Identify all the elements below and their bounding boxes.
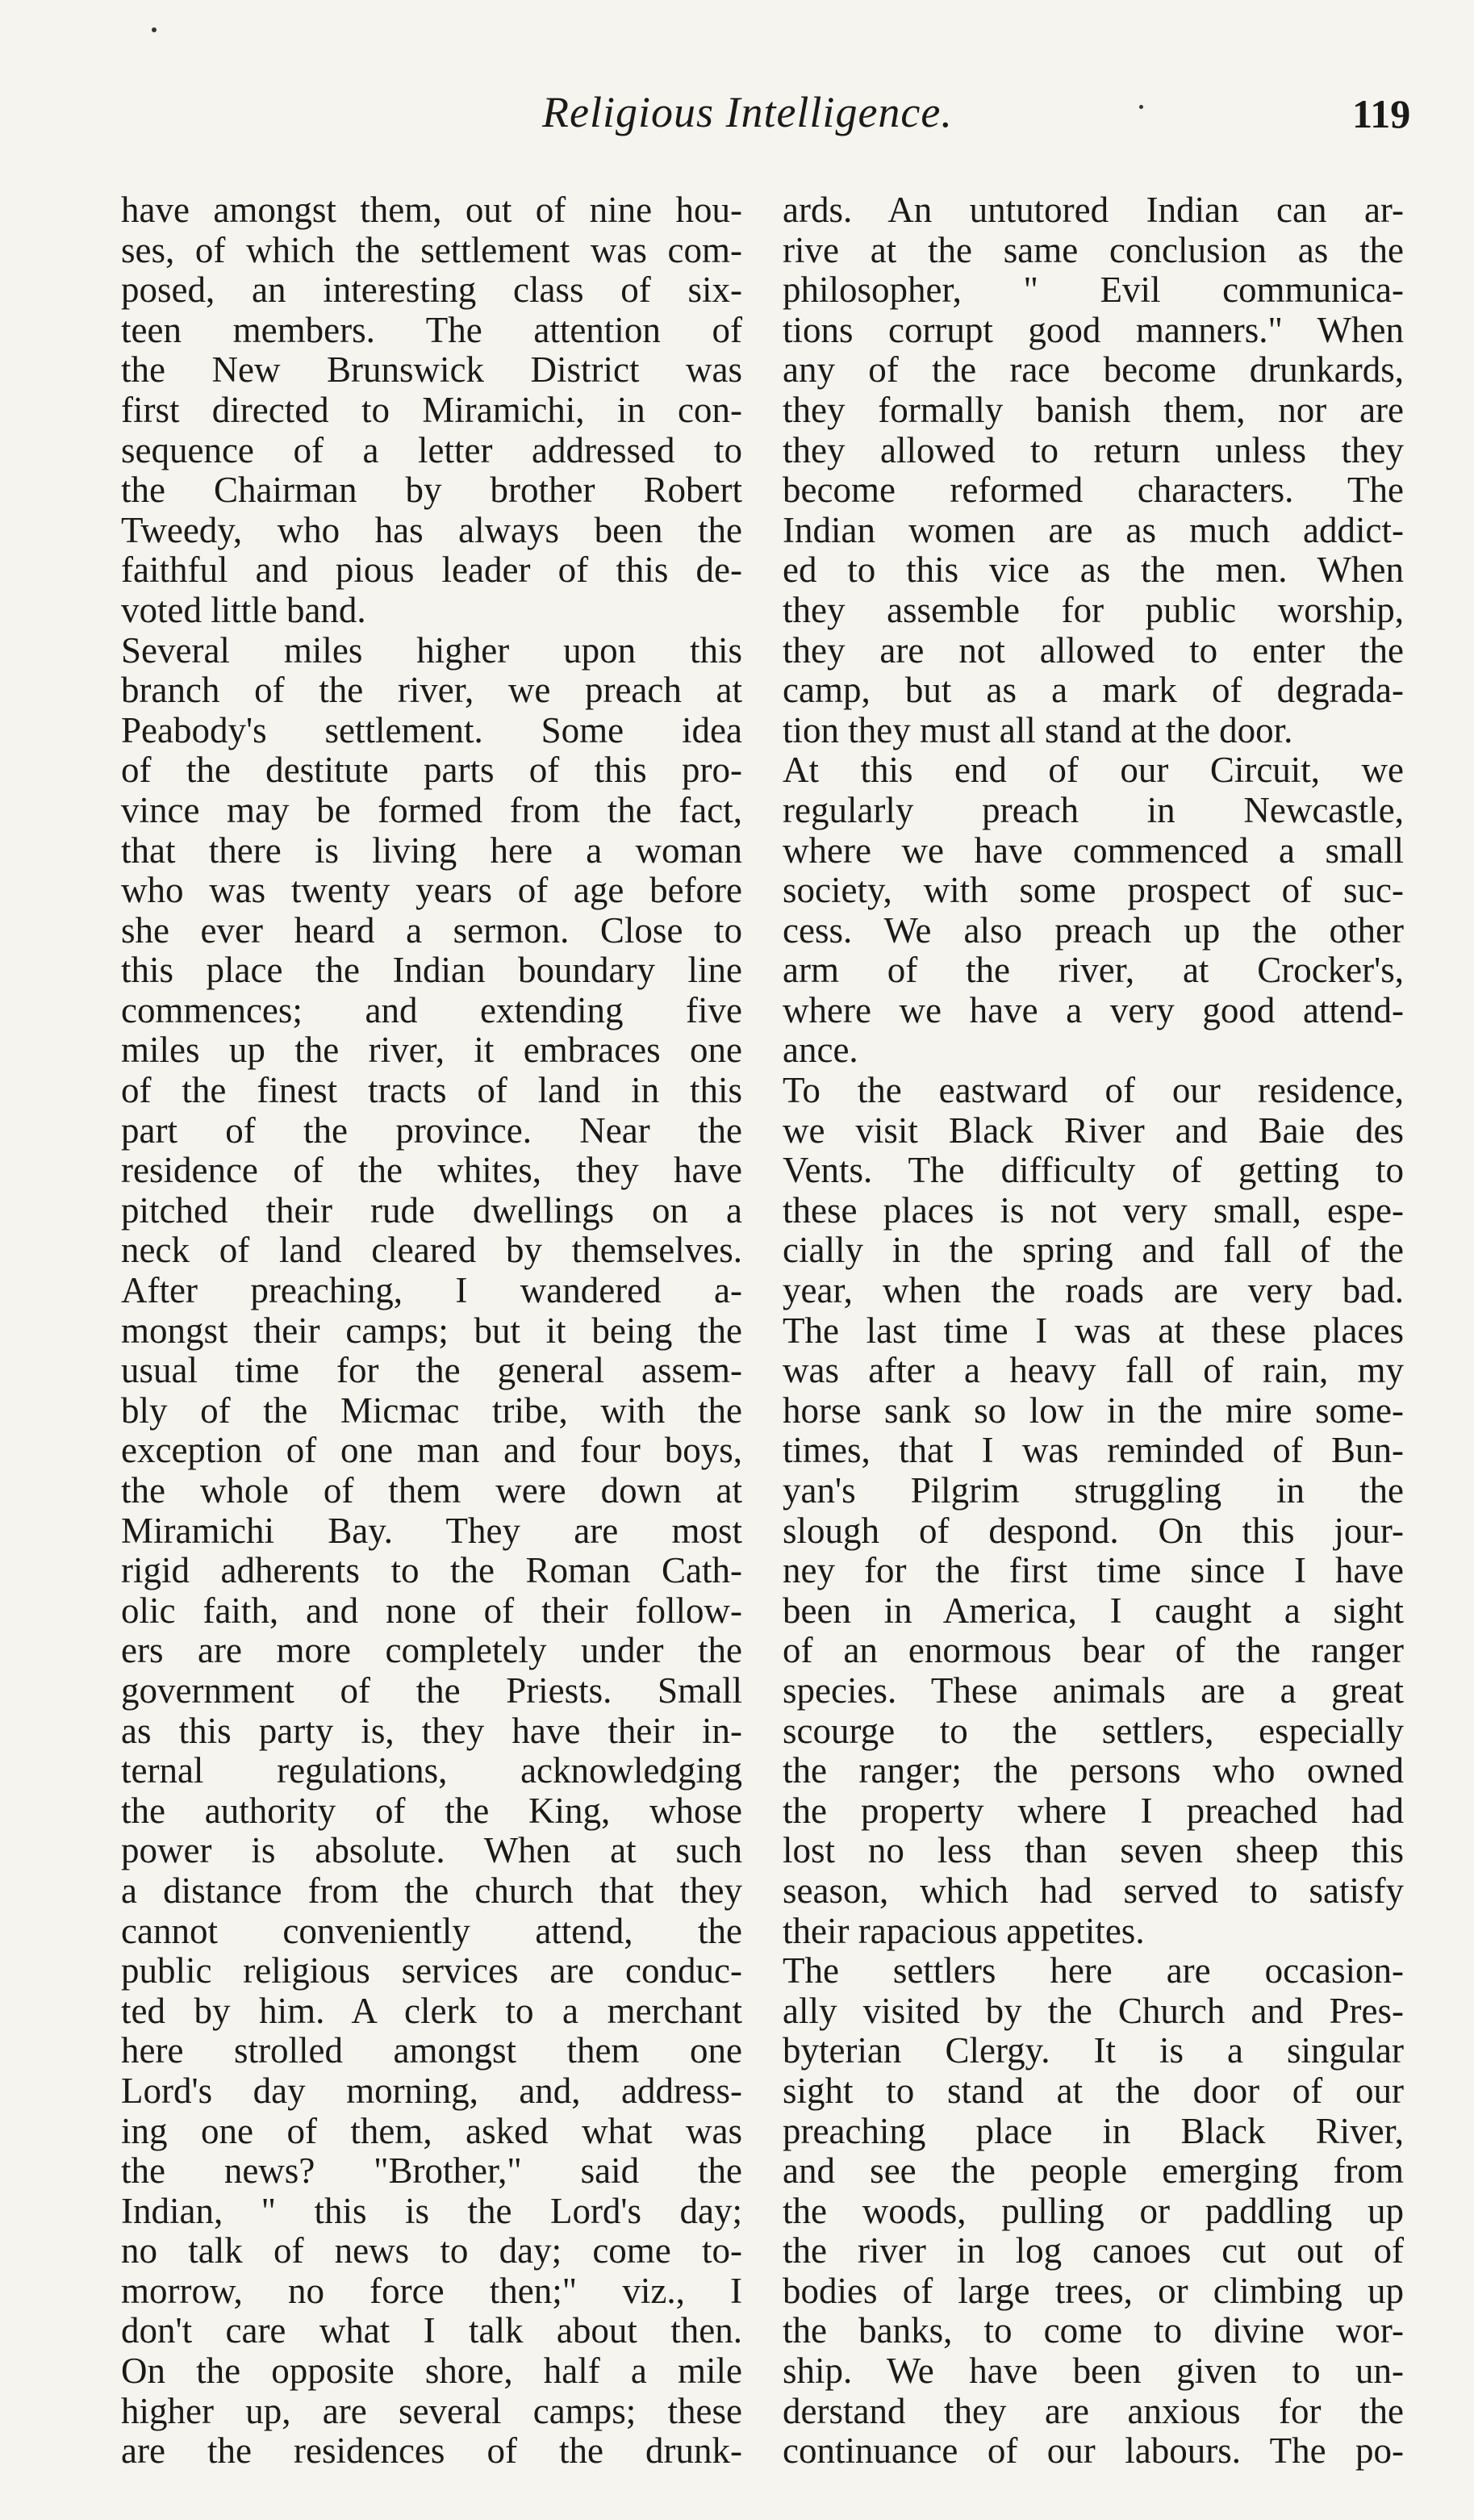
text-line: ing one of them, asked what was [121,2111,742,2151]
text-line: first directed to Miramichi, in con- [121,390,742,430]
text-line: ternal regulations, acknowledging [121,1751,742,1791]
text-line: here strolled amongst them one [121,2031,742,2071]
text-line: After preaching, I wandered a- [121,1271,742,1311]
text-line: no talk of news to day; come to- [121,2231,742,2271]
text-line: they allowed to return unless they [783,430,1404,470]
text-line: preaching place in Black River, [783,2111,1404,2151]
text-line: as this party is, they have their in- [121,1711,742,1751]
text-line: pitched their rude dwellings on a [121,1190,742,1231]
text-line: higher up, are several camps; these [121,2391,742,2431]
text-line: scourge to the settlers, especially [783,1711,1404,1751]
text-line: horse sank so low in the mire some- [783,1390,1404,1431]
text-line: branch of the river, we preach at [121,671,742,711]
text-line: of the finest tracts of land in this [121,1071,742,1111]
text-line: derstand they are anxious for the [783,2391,1404,2431]
text-line: tions corrupt good manners." When [783,310,1404,350]
text-line: public religious services are conduc- [121,1951,742,1991]
text-line: they assemble for public worship, [783,590,1404,630]
text-line: was after a heavy fall of rain, my [783,1351,1404,1391]
text-line: she ever heard a sermon. Close to [121,910,742,951]
text-line: To the eastward of our residence, [783,1071,1404,1111]
text-line: At this end of our Circuit, we [783,750,1404,791]
text-line: continuance of our labours. The po- [783,2431,1404,2472]
text-line: philosopher, " Evil communica- [783,270,1404,311]
text-line: Indian women are as much addict- [783,510,1404,550]
text-line: these places is not very small, espe- [783,1190,1404,1231]
text-line: the banks, to come to divine wor- [783,2311,1404,2351]
text-line: have amongst them, out of nine hou- [121,190,742,230]
text-line: ship. We have been given to un- [783,2351,1404,2392]
text-line: bodies of large trees, or climbing up [783,2271,1404,2311]
text-line: ally visited by the Church and Pres- [783,1991,1404,2031]
text-line: of the destitute parts of this pro- [121,750,742,791]
text-line: the New Brunswick District was [121,350,742,391]
text-line: The settlers here are occasion- [783,1951,1404,1991]
text-line: where we have commenced a small [783,830,1404,871]
text-line: olic faith, and none of their follow- [121,1590,742,1631]
text-line: faithful and pious leader of this de- [121,550,742,591]
text-line: arm of the river, at Crocker's, [783,951,1404,991]
text-line: any of the race become drunkards, [783,350,1404,391]
page-number: 119 [1352,91,1411,136]
text-line: the authority of the King, whose [121,1791,742,1831]
text-line: year, when the roads are very bad. [783,1271,1404,1311]
text-line: miles up the river, it embraces one [121,1030,742,1071]
text-line: that there is living here a woman [121,830,742,871]
running-title: Religious Intelligence. [542,88,953,136]
text-line: Indian, " this is the Lord's day; [121,2191,742,2231]
text-line: cially in the spring and fall of the [783,1231,1404,1271]
text-line: ers are more completely under the [121,1631,742,1671]
text-line: they formally banish them, nor are [783,390,1404,430]
text-column-right [783,190,1404,2472]
text-line: commences; and extending five [121,990,742,1030]
text-line: Lord's day morning, and, address- [121,2071,742,2111]
text-line: part of the province. Near the [121,1110,742,1151]
text-line: slough of despond. On this jour- [783,1511,1404,1551]
text-line: ed to this vice as the men. When [783,550,1404,591]
text-line: we visit Black River and Baie des [783,1110,1404,1151]
text-line: exception of one man and four boys, [121,1431,742,1471]
text-line: yan's Pilgrim struggling in the [783,1471,1404,1511]
text-line: cess. We also preach up the other [783,910,1404,951]
text-line: the woods, pulling or paddling up [783,2191,1404,2231]
text-line: their rapacious appetites. [783,1911,1145,1951]
text-line: neck of land cleared by themselves. [121,1231,742,1271]
text-line: ards. An untutored Indian can ar- [783,190,1404,230]
text-line: ance. [783,1030,858,1071]
text-line: who was twenty years of age before [121,871,742,911]
text-line: the Chairman by brother Robert [121,470,742,511]
text-line: regularly preach in Newcastle, [783,790,1404,830]
text-line: lost no less than seven sheep this [783,1831,1404,1871]
text-line: rive at the same conclusion as the [783,230,1404,270]
text-line: are the residences of the drunk- [121,2431,742,2472]
text-line: become reformed characters. The [783,470,1404,511]
text-line: mongst their camps; but it being the [121,1310,742,1351]
text-line: season, which had served to satisfy [783,1870,1404,1911]
text-line: Vents. The difficulty of getting to [783,1151,1404,1191]
text-line: ses, of which the settlement was com- [121,230,742,270]
text-line: the news? "Brother," said the [121,2151,742,2192]
text-line: vince may be formed from the fact, [121,790,742,830]
text-line: species. These animals are a great [783,1670,1404,1711]
text-line: Tweedy, who has always been the [121,510,742,550]
text-line: times, that I was reminded of Bun- [783,1431,1404,1471]
text-line: sequence of a letter addressed to [121,430,742,470]
text-line: this place the Indian boundary line [121,951,742,991]
text-line: sight to stand at the door of our [783,2071,1404,2111]
running-header [0,87,1474,144]
text-line: ted by him. A clerk to a merchant [121,1991,742,2031]
text-line: camp, but as a mark of degrada- [783,671,1404,711]
text-line: Peabody's settlement. Some idea [121,710,742,750]
text-line: the whole of them were down at [121,1471,742,1511]
text-line: been in America, I caught a sight [783,1590,1404,1631]
text-line: morrow, no force then;" viz., I [121,2271,742,2311]
text-line: bly of the Micmac tribe, with the [121,1390,742,1431]
text-line: residence of the whites, they have [121,1151,742,1191]
text-line: ney for the first time since I have [783,1551,1404,1591]
text-line: government of the Priests. Small [121,1670,742,1711]
text-line: power is absolute. When at such [121,1831,742,1871]
text-line: society, with some prospect of suc- [783,871,1404,911]
text-line: the ranger; the persons who owned [783,1751,1404,1791]
text-line: where we have a very good attend- [783,990,1404,1030]
text-line: The last time I was at these places [783,1310,1404,1351]
text-line: cannot conveniently attend, the [121,1911,742,1951]
text-line: Miramichi Bay. They are most [121,1511,742,1551]
text-line: the river in log canoes cut out of [783,2231,1404,2271]
text-line: the property where I preached had [783,1791,1404,1831]
text-line: they are not allowed to enter the [783,630,1404,671]
text-line: don't care what I talk about then. [121,2311,742,2351]
text-line: On the opposite shore, half a mile [121,2351,742,2392]
text-column-left [121,190,742,2472]
text-line: and see the people emerging from [783,2151,1404,2192]
text-line: Several miles higher upon this [121,630,742,671]
text-line: voted little band. [121,590,366,630]
text-line: of an enormous bear of the ranger [783,1631,1404,1671]
text-line: posed, an interesting class of six- [121,270,742,311]
text-line: teen members. The attention of [121,310,742,350]
text-line: rigid adherents to the Roman Cath- [121,1551,742,1591]
text-line: a distance from the church that they [121,1870,742,1911]
text-line: tion they must all stand at the door. [783,710,1293,750]
text-line: byterian Clergy. It is a singular [783,2031,1404,2071]
text-line: usual time for the general assem- [121,1351,742,1391]
print-speck [152,27,157,32]
